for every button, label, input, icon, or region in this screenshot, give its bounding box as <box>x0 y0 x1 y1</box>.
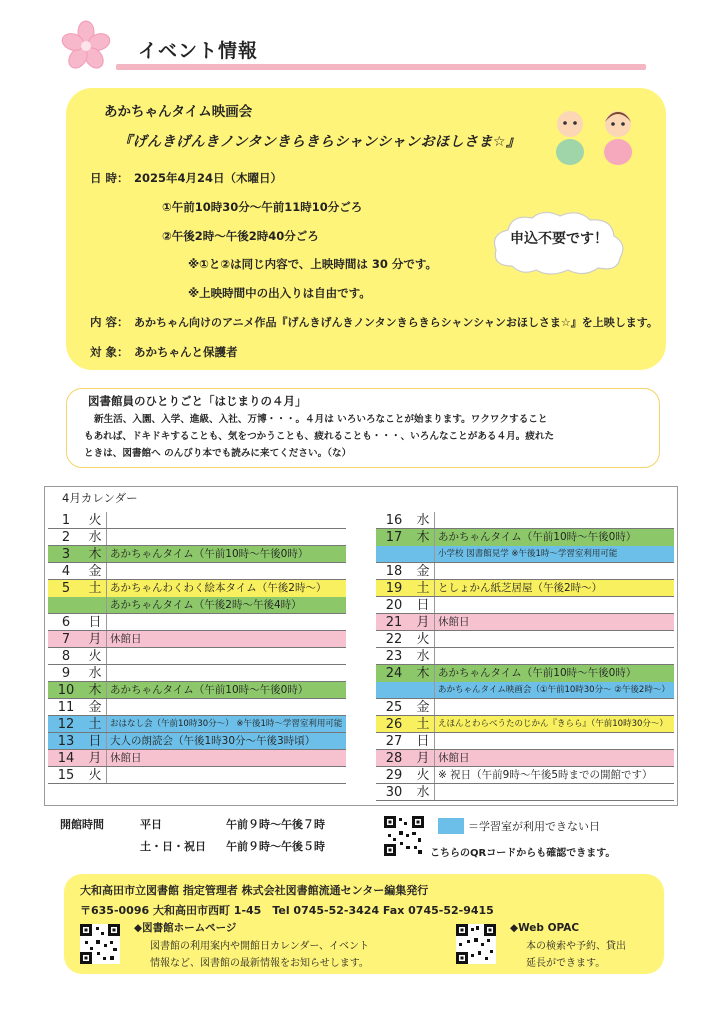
calendar-divider <box>106 716 107 733</box>
study-room-legend-text: ＝学習室が利用できない日 <box>468 820 600 833</box>
hours-label: 開館時間 <box>60 818 104 831</box>
weekday-hours: 午前９時～午後７時 <box>226 818 325 831</box>
calendar-divider <box>106 546 107 563</box>
calendar-day-number: 6 <box>61 615 71 630</box>
calendar-row <box>48 665 346 682</box>
calendar-row-line <box>376 800 674 801</box>
calendar-divider <box>434 546 435 563</box>
calendar-day-number: 30 <box>385 785 403 800</box>
calendar-row <box>376 597 674 614</box>
calendar-day-number: 26 <box>385 717 403 732</box>
calendar-row <box>376 563 674 580</box>
session-1: ①午前10時30分～午前11時10分ごろ <box>162 200 363 214</box>
calendar-divider <box>434 733 435 750</box>
calendar-day-number: 10 <box>57 683 75 698</box>
calendar-label: 4月カレンダー <box>62 491 138 505</box>
opac-qr-code-icon[interactable] <box>456 924 496 964</box>
calendar-row <box>48 512 346 529</box>
calendar-divider <box>434 767 435 784</box>
calendar-row <box>48 733 346 750</box>
calendar-divider <box>434 580 435 597</box>
homepage-desc-1: 図書館の利用案内や開館日カレンダー、イベント <box>150 941 369 952</box>
calendar-weekday: 日 <box>416 734 430 749</box>
calendar-row <box>376 784 674 801</box>
calendar-day-number: 4 <box>61 564 71 579</box>
calendar-event: 休館日 <box>438 616 470 628</box>
calendar-divider <box>434 631 435 648</box>
calendar-weekday: 木 <box>88 547 102 562</box>
calendar-day-number: 7 <box>61 632 71 647</box>
calendar-day-number: 3 <box>61 547 71 562</box>
calendar-event: あかちゃんタイム（午後2時～午後4時） <box>110 599 302 611</box>
calendar-event: あかちゃんタイム（午前10時～午後0時） <box>438 531 637 543</box>
calendar-divider <box>106 529 107 546</box>
calendar-divider <box>434 750 435 767</box>
calendar-event: 小学校 図書館見学 ※午後1時～学習室利用可能 <box>438 549 618 559</box>
calendar-day-number: 28 <box>385 751 403 766</box>
calendar-day-number: 8 <box>61 649 71 664</box>
calendar-weekday: 水 <box>416 649 430 664</box>
calendar-day-number: 21 <box>385 615 403 630</box>
calendar-weekday: 金 <box>88 700 102 715</box>
calendar-row <box>376 631 674 648</box>
calendar-divider <box>106 512 107 529</box>
calendar-weekday: 水 <box>88 530 102 545</box>
calendar-day-number: 1 <box>61 513 71 528</box>
calendar-divider <box>434 648 435 665</box>
calendar-day-number: 15 <box>57 768 75 783</box>
calendar-right-column <box>376 512 674 802</box>
calendar-day-number: 17 <box>385 530 403 545</box>
calendar-day-number: 22 <box>385 632 403 647</box>
calendar-row <box>48 716 346 733</box>
calendar-weekday: 火 <box>88 649 102 664</box>
opac-desc-2: 延長ができます。 <box>526 958 606 969</box>
calendar-row <box>48 750 346 767</box>
date-label: 日 時： <box>90 171 129 185</box>
title-underline <box>116 64 646 70</box>
calendar-day-number: 2 <box>61 530 71 545</box>
calendar-divider <box>106 682 107 699</box>
calendar-weekday: 日 <box>88 615 102 630</box>
calendar-divider <box>106 665 107 682</box>
calendar-row <box>48 767 346 784</box>
calendar-divider <box>106 631 107 648</box>
calendar-weekday: 木 <box>88 683 102 698</box>
calendar-weekday: 金 <box>416 700 430 715</box>
calendar-event: おはなし会（午前10時30分～） ※午後1時～学習室利用可能 <box>110 719 343 729</box>
calendar-row <box>48 563 346 580</box>
calendar-weekday: 月 <box>88 751 102 766</box>
event-content: あかちゃん向けのアニメ作品『げんきげんきノンタンきらきらシャンシャンおほしさま☆』を上映します。 <box>134 316 658 329</box>
calendar-day-number: 12 <box>57 717 75 732</box>
note-line: もあれば、ドキドキすることも、気をつかうことも、疲れることも・・・、いろんなことがある４月。疲れた <box>84 431 555 442</box>
librarian-note-body <box>84 411 656 462</box>
librarian-note-title: 図書館員のひとりごと「はじまりの４月」 <box>88 394 307 408</box>
calendar-event: 休館日 <box>438 752 470 764</box>
calendar-divider <box>434 614 435 631</box>
calendar-weekday: 水 <box>88 666 102 681</box>
calendar-day-number: 9 <box>61 666 71 681</box>
calendar-row <box>48 614 346 631</box>
calendar-weekday: 金 <box>88 564 102 579</box>
calendar-event: あかちゃんタイム映画会（①午前10時30分～ ②午後2時～） <box>438 685 670 695</box>
opac-title: ◆Web OPAC <box>510 922 580 934</box>
calendar-divider <box>434 529 435 546</box>
calendar-divider <box>434 597 435 614</box>
calendar-event: えほんとわらべうたのじかん『きらら』（午前10時30分～） <box>438 719 668 729</box>
calendar-divider <box>434 665 435 682</box>
calendar-day-number: 11 <box>57 700 75 715</box>
event-title: あかちゃんタイム映画会 <box>104 104 253 120</box>
calendar-divider <box>434 512 435 529</box>
calendar-row <box>376 648 674 665</box>
calendar-weekday: 土 <box>416 581 430 596</box>
calendar-row <box>48 597 346 614</box>
calendar-event: 休館日 <box>110 752 142 764</box>
calendar-weekday: 木 <box>416 530 430 545</box>
calendar-row <box>48 529 346 546</box>
calendar-row <box>376 682 674 699</box>
sakura-flower-icon <box>60 20 112 72</box>
calendar-weekday: 木 <box>416 666 430 681</box>
calendar-weekday: 土 <box>88 581 102 596</box>
calendar-row <box>376 546 674 563</box>
homepage-desc-2: 情報など、図書館の最新情報をお知らせします。 <box>150 958 369 969</box>
calendar-weekday: 土 <box>416 717 430 732</box>
calendar-divider <box>106 648 107 665</box>
calendar-day-number: 14 <box>57 751 75 766</box>
calendar-weekday: 月 <box>88 632 102 647</box>
weekend-hours: 午前９時～午後５時 <box>226 840 325 853</box>
calendar-divider <box>106 563 107 580</box>
calendar-day-number: 20 <box>385 598 403 613</box>
calendar-row <box>48 580 346 597</box>
event-date: 2025年4月24日（木曜日） <box>134 171 283 185</box>
calendar-weekday: 月 <box>416 751 430 766</box>
calendar-row <box>376 529 674 546</box>
publisher-line: 大和高田市立図書館 指定管理者 株式会社図書館流通センター編集発行 <box>80 884 429 897</box>
calendar-qr-code-icon[interactable] <box>384 816 424 856</box>
calendar-weekday: 火 <box>88 768 102 783</box>
homepage-title: ◆図書館ホームページ <box>134 922 237 934</box>
calendar-event: あかちゃんタイム（午前10時～午後0時） <box>438 667 637 679</box>
calendar-row <box>376 750 674 767</box>
event-film-title: 『げんきげんきノンタンきらきらシャンシャンおほしさま☆』 <box>118 134 521 150</box>
note-line: 新生活、入園、入学、進級、入社、万博・・・。４月は いろいろなことが始まります。ワクワクすること <box>94 414 548 425</box>
babies-illustration-icon <box>548 104 644 168</box>
calendar-weekday: 火 <box>416 768 430 783</box>
calendar-weekday: 土 <box>88 717 102 732</box>
calendar-event: 大人の朗読会（午後1時30分～午後3時頃） <box>110 735 316 747</box>
calendar-divider <box>434 563 435 580</box>
calendar-divider <box>106 767 107 784</box>
calendar-row <box>376 699 674 716</box>
calendar-row <box>376 733 674 750</box>
calendar-weekday: 日 <box>88 734 102 749</box>
calendar-row-line <box>48 783 346 784</box>
calendar-day-number: 24 <box>385 666 403 681</box>
calendar-left-column <box>48 512 346 784</box>
calendar-divider <box>434 699 435 716</box>
page-title: イベント情報 <box>138 40 259 62</box>
calendar-divider <box>106 699 107 716</box>
calendar-event: あかちゃんわくわく絵本タイム（午後2時～） <box>110 582 327 594</box>
calendar-weekday: 火 <box>88 513 102 528</box>
opac-desc-1: 本の検索や予約、貸出 <box>526 941 626 952</box>
calendar-weekday: 月 <box>416 615 430 630</box>
calendar-divider <box>106 733 107 750</box>
calendar-event: ※ 祝日（午前9時～午後5時までの開館です） <box>438 769 653 781</box>
calendar-row <box>376 665 674 682</box>
content-label: 内 容： <box>90 315 129 329</box>
calendar-row <box>376 614 674 631</box>
calendar-day-number: 13 <box>57 734 75 749</box>
calendar-weekday: 水 <box>416 785 430 800</box>
calendar-day-number: 18 <box>385 564 403 579</box>
calendar-weekday: 火 <box>416 632 430 647</box>
calendar-row <box>48 699 346 716</box>
duration-note: ※①と②は同じ内容で、上映時間は 30 分です。 <box>188 257 438 271</box>
entry-note: ※上映時間中の出入りは自由です。 <box>188 286 371 300</box>
calendar-day-number: 16 <box>385 513 403 528</box>
calendar-event: あかちゃんタイム（午前10時～午後0時） <box>110 684 309 696</box>
calendar-row <box>376 716 674 733</box>
calendar-day-number: 25 <box>385 700 403 715</box>
calendar-divider <box>434 784 435 801</box>
calendar-day-number: 27 <box>385 734 403 749</box>
target-label: 対 象： <box>90 345 129 359</box>
calendar-event: あかちゃんタイム（午前10時～午後0時） <box>110 548 309 560</box>
calendar-weekday: 金 <box>416 564 430 579</box>
calendar-weekday: 水 <box>416 513 430 528</box>
calendar-day-number: 5 <box>61 581 71 596</box>
calendar-divider <box>106 580 107 597</box>
homepage-qr-code-icon[interactable] <box>80 924 120 964</box>
calendar-day-number: 23 <box>385 649 403 664</box>
calendar-row <box>376 767 674 784</box>
calendar-weekday: 日 <box>416 598 430 613</box>
address-line: 〒635-0096 大和高田市西町 1-45 Tel 0745-52-3424 Fax 0745-52-9415 <box>80 904 494 917</box>
calendar-row <box>48 682 346 699</box>
study-room-legend-swatch <box>438 818 464 834</box>
weekday-label: 平日 <box>140 818 162 831</box>
session-2: ②午後2時～午後2時40分ごろ <box>162 229 319 243</box>
calendar-divider <box>106 750 107 767</box>
calendar-divider <box>106 614 107 631</box>
weekend-label: 土・日・祝日 <box>140 840 206 853</box>
note-line: ときは、図書館へ のんびり本でも読みに来てください。（な） <box>84 448 352 459</box>
calendar-divider <box>434 716 435 733</box>
event-target: あかちゃんと保護者 <box>134 345 238 359</box>
calendar-day-number: 29 <box>385 768 403 783</box>
calendar-row <box>48 546 346 563</box>
calendar-row <box>48 631 346 648</box>
qr-note: こちらのQRコードからも確認できます。 <box>430 848 616 859</box>
no-signup-badge: 申込不要です！ <box>510 231 608 247</box>
calendar-event: 休館日 <box>110 633 142 645</box>
calendar-divider <box>434 682 435 699</box>
calendar-divider <box>106 597 107 614</box>
calendar-day-number: 19 <box>385 581 403 596</box>
calendar-event: としょかん紙芝居屋（午後2時～） <box>438 582 603 594</box>
calendar-row <box>376 580 674 597</box>
calendar-row <box>376 512 674 529</box>
calendar-row <box>48 648 346 665</box>
